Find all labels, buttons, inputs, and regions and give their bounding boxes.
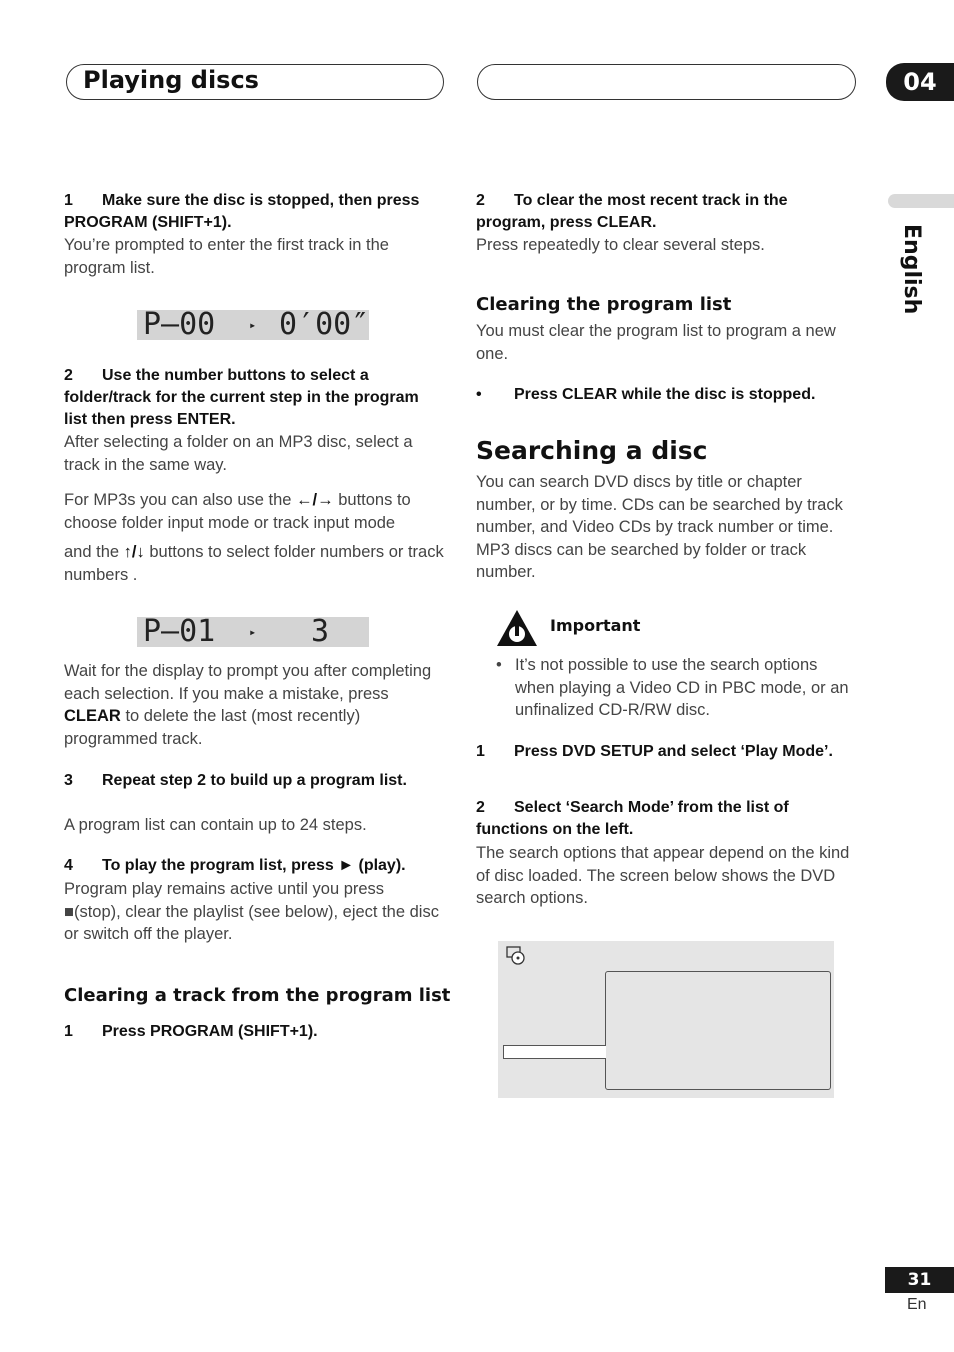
clear-list-body: You must clear the program list to program a new one. [476, 322, 836, 363]
step-1-title: 1 Make sure the disc is stopped, then press PROGRAM (SHIFT+1). [64, 192, 420, 231]
lcd-1-program: P–00 [143, 307, 216, 342]
clear-step-2-title: 2 To clear the most recent track in the program, press CLEAR. [476, 192, 788, 231]
play-arrow-icon: ▸ [249, 318, 257, 332]
search-mode-menu-item[interactable] [503, 1045, 606, 1059]
lcd-1-time: 0′00″ [279, 307, 370, 342]
step-2-body: After selecting a folder on an MP3 disc, select a track in the same way. [64, 433, 413, 474]
mp3-note-2: and the ↑/↓ buttons to select folder numbers or track numbers . [64, 543, 444, 584]
page-number: 31 [885, 1267, 954, 1293]
play-arrow-icon: ▸ [249, 625, 257, 639]
front-panel-display-1 [137, 307, 370, 342]
disc-setup-icon [506, 946, 526, 966]
header-blank-pill [477, 64, 856, 100]
left-right-arrows-icon: ←/→ [296, 491, 334, 509]
warning-icon [496, 609, 538, 647]
front-panel-display-2 [137, 614, 369, 649]
step-4-body: Program play remains active until you press ■(stop), clear the playlist (see below), eject the disc or switch off the player. [64, 880, 439, 943]
important-label: Important [550, 616, 641, 635]
language-tab [888, 194, 954, 208]
section-title-searching: Searching a disc [476, 436, 708, 465]
lcd-2-program: P–01 [143, 614, 216, 649]
important-bullet: • It’s not possible to use the search options when playing a Video CD in PBC mode, or an unfinalized CD-R/RW disc. [496, 656, 849, 719]
clear-step-2-body: Press repeatedly to clear several steps. [476, 236, 765, 254]
step-2-title: 2 Use the number buttons to select a folder/track for the current step in the program list then press ENTER. [64, 367, 419, 428]
subheading-clear-list: Clearing the program list [476, 294, 732, 315]
clear-track-step-1: 1 Press PROGRAM (SHIFT+1). [64, 1023, 318, 1040]
mp3-note-1: For MP3s you can also use the ←/→ buttons to choose folder input mode or track input mode [64, 491, 411, 532]
language-code: En [907, 1296, 927, 1313]
search-step-2-body: The search options that appear depend on the kind of disc loaded. The screen below shows the DVD search options. [476, 844, 850, 907]
page-title: Playing discs [83, 66, 259, 94]
options-panel [605, 971, 831, 1090]
chapter-badge: 04 [886, 63, 954, 101]
search-step-1: 1 Press DVD SETUP and select ‘Play Mode’. [476, 743, 833, 760]
step-3-body: A program list can contain up to 24 steps. [64, 816, 367, 834]
searching-body: You can search DVD discs by title or chapter number, or by time. CDs can be searched by track number, and Video CDs by track number or time. MP3 discs can be searched by folder or track number. [476, 473, 843, 581]
subheading-clear-track: Clearing a track from the program list [64, 985, 451, 1006]
step-1-body: You’re prompted to enter the first track in the program list. [64, 236, 389, 277]
search-step-2: 2 Select ‘Search Mode’ from the list of functions on the left. [476, 799, 789, 838]
step-4-title: 4 To play the program list, press ► (play). [64, 857, 406, 874]
lcd-2-track: 3 [311, 614, 330, 649]
wait-note: Wait for the display to prompt you after completing each selection. If you make a mistake, press CLEAR to delete the last (most recently) programmed track. [64, 662, 432, 748]
language-label: English [899, 224, 924, 315]
setup-screen-illustration [498, 941, 834, 1098]
step-3-title: 3 Repeat step 2 to build up a program list. [64, 772, 407, 789]
clear-list-bullet: • Press CLEAR while the disc is stopped. [476, 386, 816, 403]
up-down-arrows-icon: ↑/↓ [123, 543, 145, 561]
